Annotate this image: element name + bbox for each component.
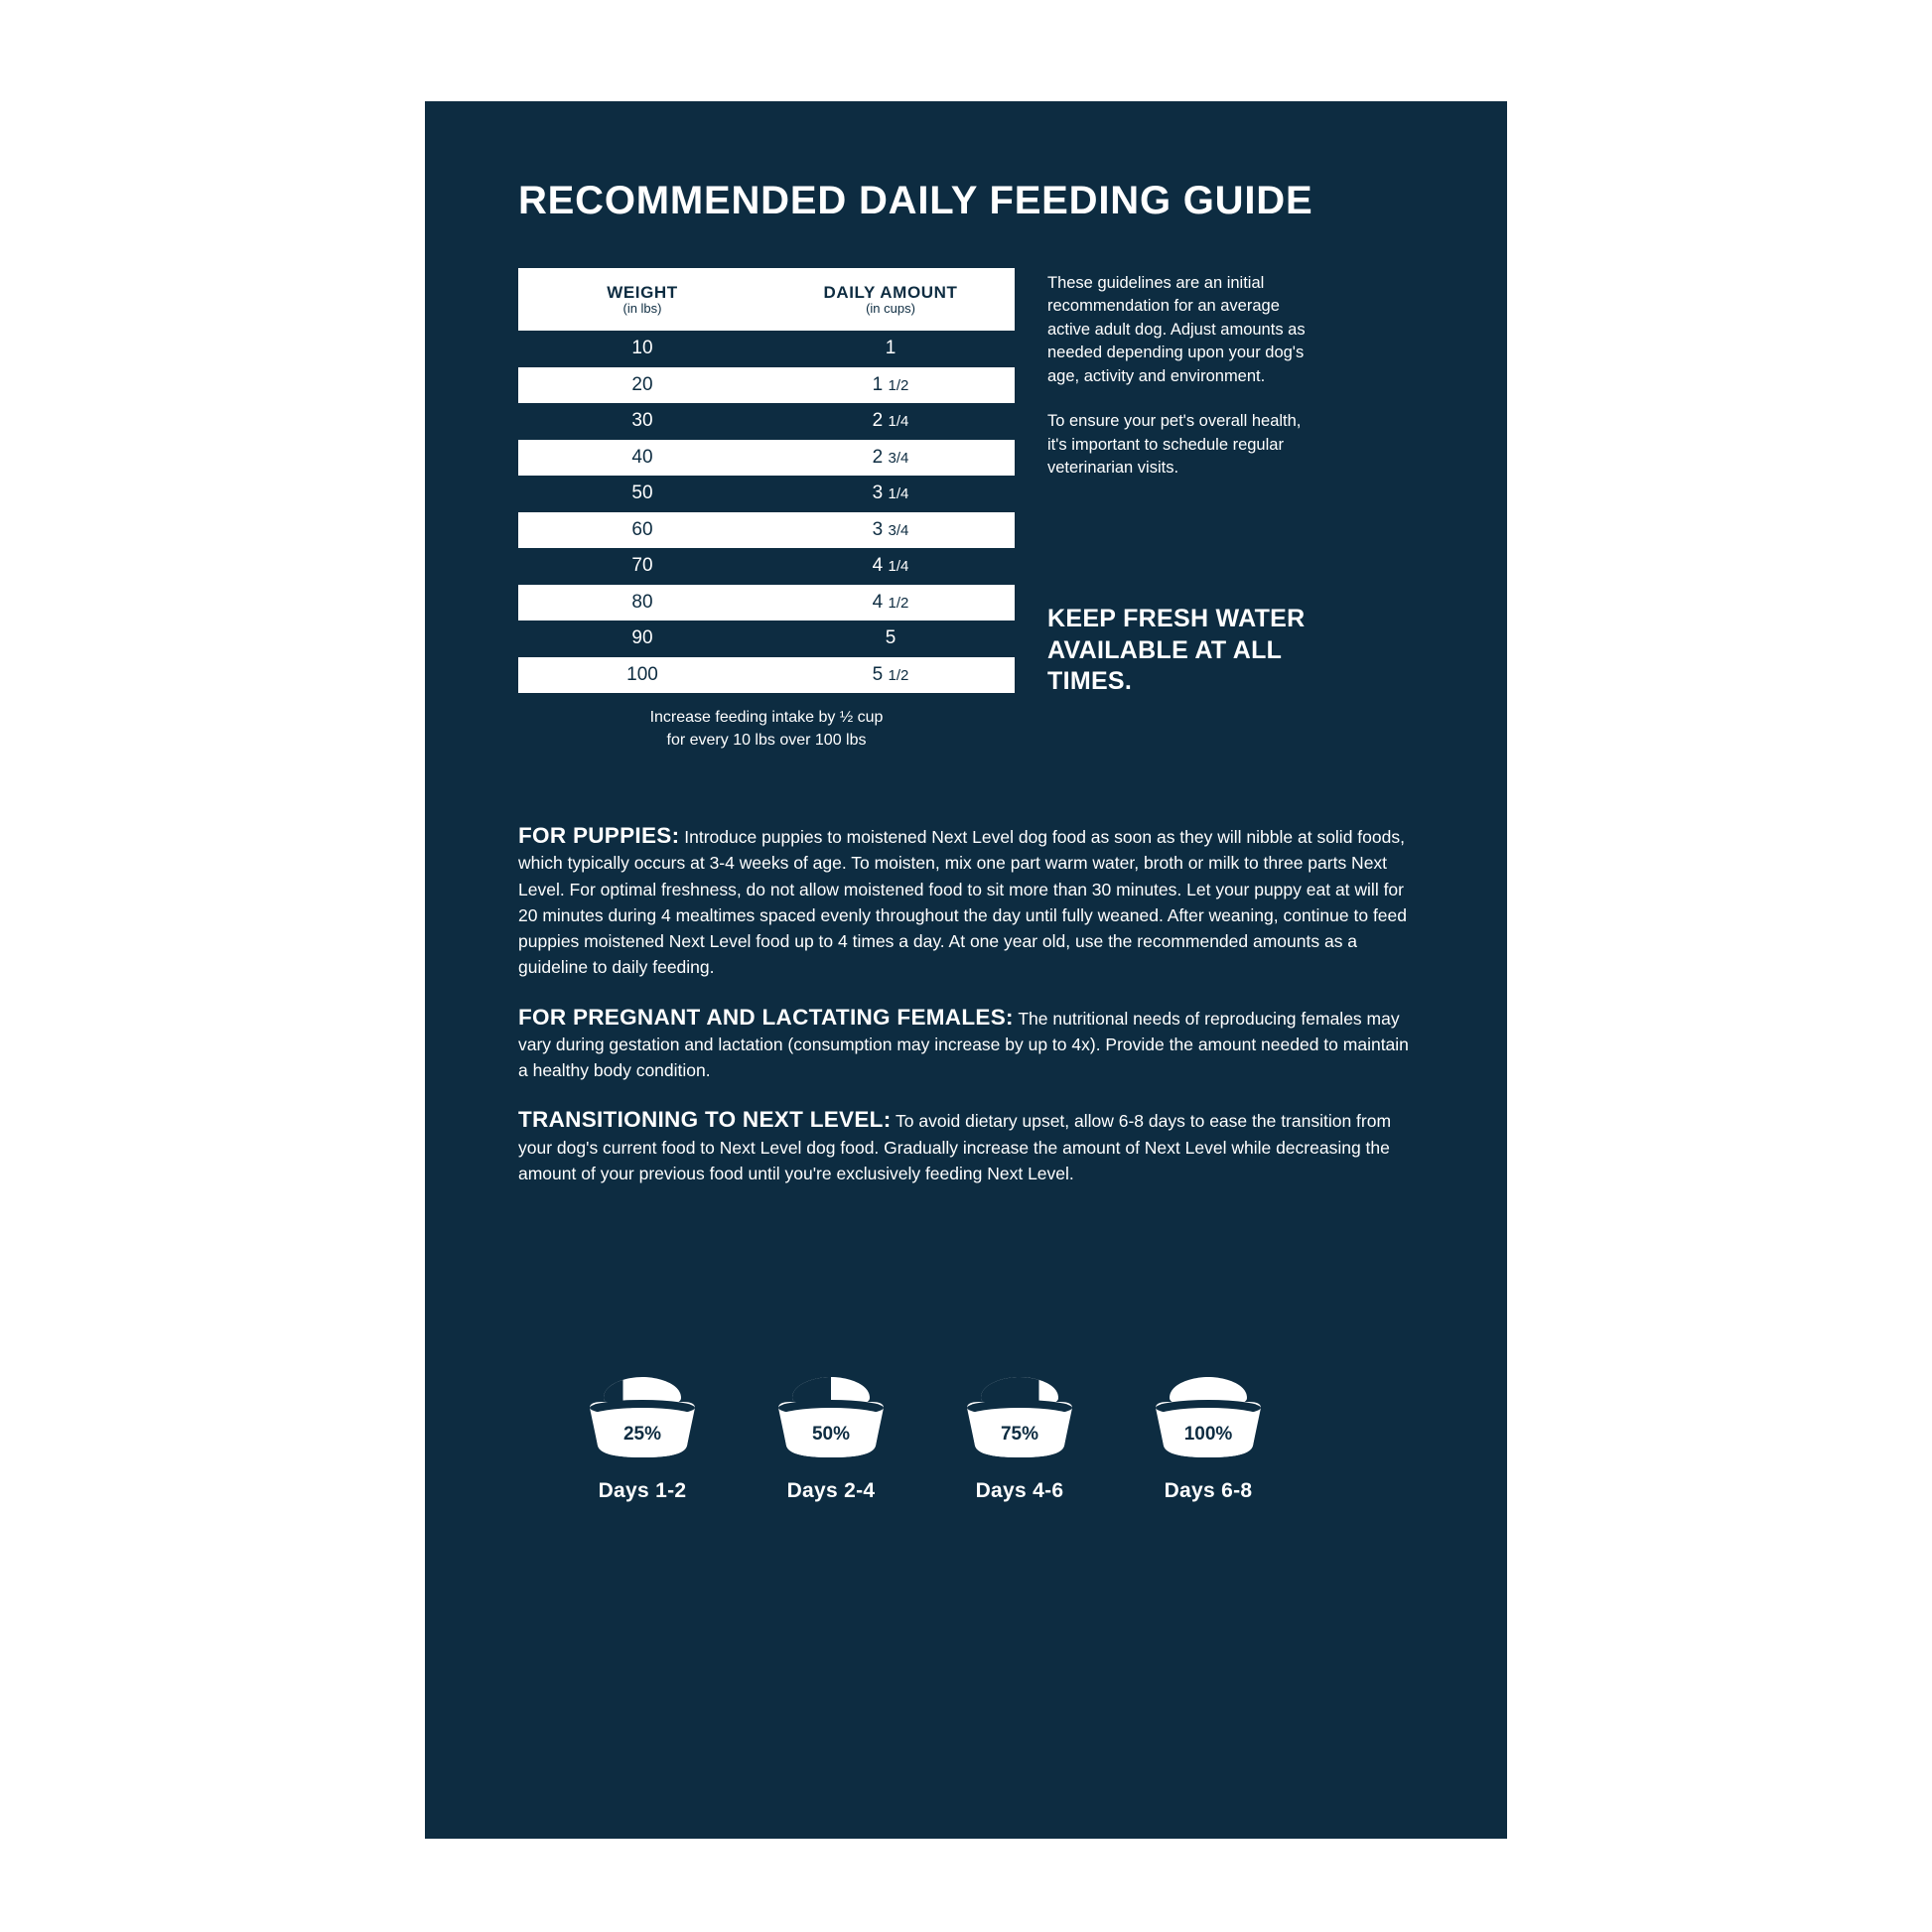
section-pregnant-lactating-text: The nutritional needs of reproducing females may vary during gestation and lactation (consumption may increase by up to 4x). Provide the amount needed to maintain a healthy body condition. [518,1008,1409,1080]
transition-step-label: Days 2-4 [786,1479,876,1502]
amount-whole: 5 [885,627,897,649]
amount-whole: 1 [885,338,897,359]
dog-bowl-icon [753,1372,909,1463]
table-row [518,331,1015,367]
section-transitioning-heading: TRANSITIONING TO NEXT LEVEL: [518,1107,892,1133]
amount-fraction: 1/2 [888,376,909,394]
transition-step [1130,1372,1287,1503]
table-row [518,548,1015,585]
amount-fraction: 1/2 [888,666,909,684]
bowl-graphic-75 [941,1372,1098,1463]
transition-step-label: Days 6-8 [1164,1479,1253,1502]
cell-amount [766,374,1015,396]
amount-whole: 2 [872,410,884,432]
cell-weight: 100 [626,663,658,685]
table-header-amount [766,283,1015,317]
bowl-percent-label: 50% [811,1424,851,1445]
section-pregnant-lactating [518,1005,1417,1084]
transition-step-label: Days 1-2 [598,1479,687,1502]
amount-whole: 5 [872,663,884,685]
bowl-percent-label: 100% [1183,1424,1233,1445]
cell-amount [766,447,1015,469]
section-puppies-text: Introduce puppies to moistened Next Level dog food as soon as they will nibble at solid foods, which typically occurs at 3-4 weeks of age. To moisten, mix one part warm water, broth or milk to three parts Next Level. For optimal freshness, do not allow moistened food to sit more than 30 minutes. Let your puppy eat at will for 20 minutes during 4 mealtimes spaced evenly throughout the day until fully weaned. After weaning, continue to feed puppies moistened Next Level food up to 4 times a day. At one year old, use the recommended amounts as a guideline to daily feeding. [518,827,1408,978]
cell-amount [766,338,1015,359]
cell-weight: 50 [631,483,653,504]
amount-whole: 4 [872,555,884,577]
bowl-percent-label: 25% [622,1424,662,1445]
cell-weight: 80 [631,591,653,613]
sidebar-paragraph-2: To ensure your pet's overall health, it's important to schedule regular veterinarian visits. [1047,412,1302,477]
amount-whole: 2 [872,446,884,468]
cell-amount [766,483,1015,504]
table-row [518,367,1015,404]
amount-header-main: DAILY AMOUNT [823,282,958,302]
cell-amount [766,555,1015,577]
dog-bowl-icon [941,1372,1098,1463]
fresh-water-notice: KEEP FRESH WATER AVAILABLE AT ALL TIMES. [1047,605,1306,695]
cell-weight: 40 [631,446,653,468]
section-transitioning [518,1107,1417,1186]
guidance-sections [518,823,1417,1186]
cell-amount [766,410,1015,432]
table-header-row [518,268,1015,331]
table-row [518,585,1015,621]
section-puppies [518,823,1417,981]
table-row [518,440,1015,477]
table-note [518,706,1015,752]
cell-weight: 20 [631,373,653,395]
amount-fraction: 1/4 [888,413,909,431]
amount-fraction: 3/4 [888,449,909,467]
dog-bowl-icon [564,1372,721,1463]
section-transitioning-text: To avoid dietary upset, allow 6-8 days to ease the transition from your dog's current food to Next Level dog food. Gradually increase the amount of Next Level while decreasing the amount of your previous food until you're exclusively feeding Next Level. [518,1111,1392,1183]
sidebar-notes [1047,272,1308,501]
dog-bowl-icon [1130,1372,1287,1463]
cell-weight: 90 [631,627,653,649]
amount-fraction: 1/4 [888,558,909,576]
amount-fraction: 1/4 [888,485,909,503]
bowl-percent-label: 75% [1000,1424,1039,1445]
weight-header-sub: (in lbs) [622,300,662,316]
amount-whole: 1 [872,373,884,395]
bowl-graphic-50 [753,1372,909,1463]
table-row [518,621,1015,657]
weight-header-main: WEIGHT [607,282,678,302]
page-title: RECOMMENDED DAILY FEEDING GUIDE [518,179,1313,222]
amount-fraction: 3/4 [888,521,909,539]
transition-step [753,1372,909,1503]
table-row [518,512,1015,549]
table-row [518,657,1015,694]
bowl-graphic-25 [564,1372,721,1463]
cell-weight: 60 [631,518,653,540]
sidebar-paragraph-1: These guidelines are an initial recommendation for an average active adult dog. Adjust amounts as needed depending upon your dog's age, activity and environment. [1047,274,1306,385]
feeding-table [518,268,1015,752]
amount-header-sub: (in cups) [866,300,915,316]
bowl-graphic-100 [1130,1372,1287,1463]
cell-amount [766,592,1015,614]
table-note-line-2: for every 10 lbs over 100 lbs [666,732,867,750]
amount-fraction: 1/2 [888,594,909,612]
section-pregnant-lactating-heading: FOR PREGNANT AND LACTATING FEMALES: [518,1004,1014,1030]
table-note-line-1: Increase feeding intake by ½ cup [649,709,884,726]
cell-amount [766,627,1015,649]
cell-amount [766,519,1015,541]
transition-steps [564,1372,1348,1503]
transition-step [941,1372,1098,1503]
amount-whole: 3 [872,518,884,540]
cell-weight: 10 [631,338,653,359]
transition-step [564,1372,721,1503]
transition-step-label: Days 4-6 [975,1479,1064,1502]
amount-whole: 4 [872,591,884,613]
section-puppies-heading: FOR PUPPIES: [518,823,680,848]
table-row [518,403,1015,440]
table-row [518,476,1015,512]
cell-weight: 70 [631,555,653,577]
cell-weight: 30 [631,410,653,432]
amount-whole: 3 [872,483,884,504]
cell-amount [766,664,1015,686]
feeding-guide-panel [425,101,1507,1839]
table-header-weight [518,283,766,317]
